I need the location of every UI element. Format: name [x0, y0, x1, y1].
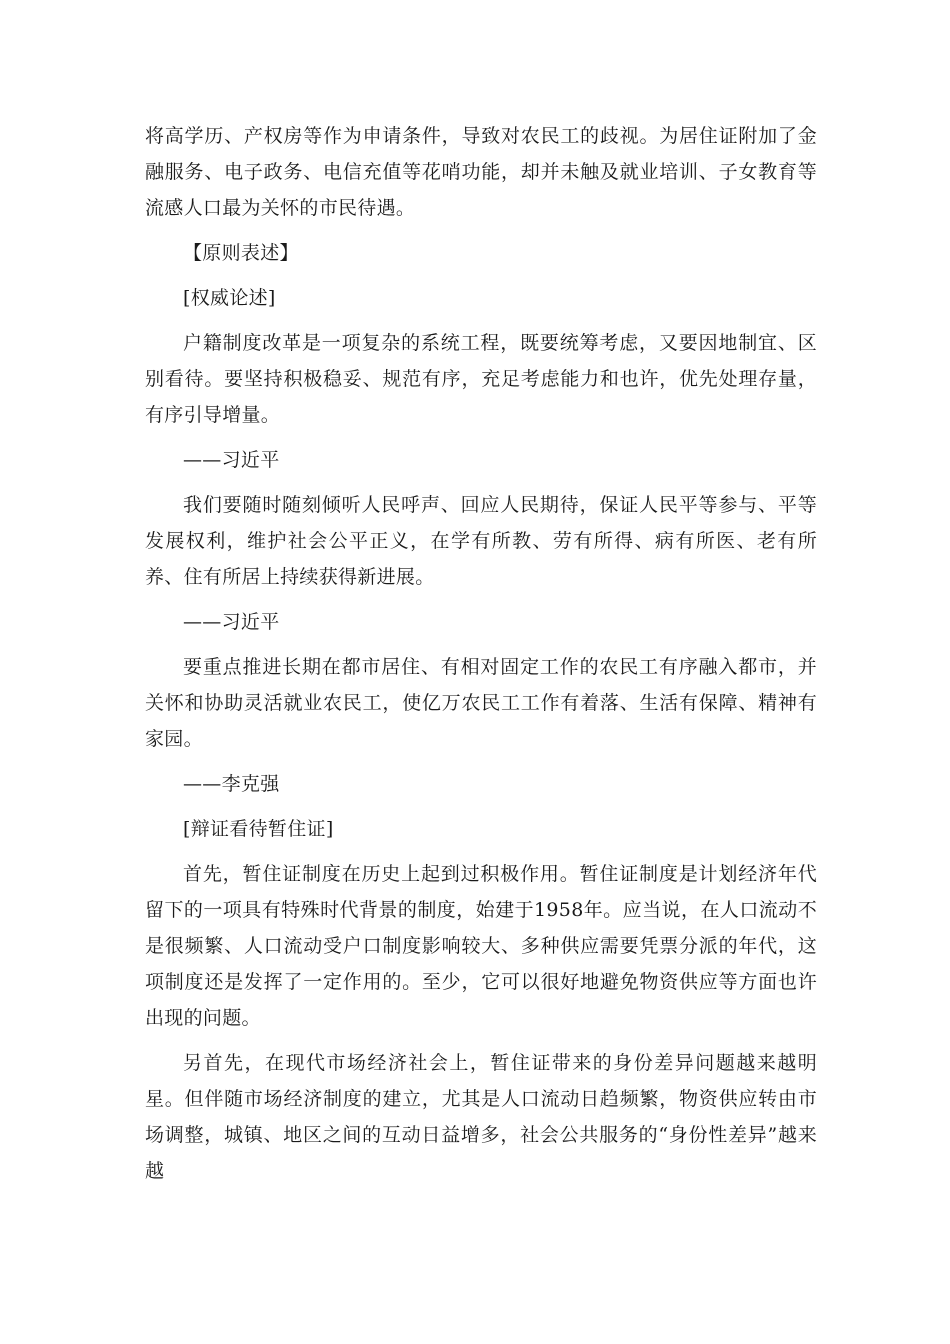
quote-paragraph: 我们要随时随刻倾听人民呼声、回应人民期待，保证人民平等参与、平等发展权利，维护社会公平正义，在学有所教、劳有所得、病有所医、老有所养、住有所居上持续获得新进展。 [145, 494, 817, 588]
body-paragraph: 另首先，在现代市场经济社会上，暂住证带来的身份差异问题越来越明星。但伴随市场经济制度的建立，尤其是人口流动日趋频繁，物资供应转由市场调整，城镇、地区之间的互动日益增多，社会公共服务的“身份性差异”越来越 [145, 1052, 817, 1182]
quote-attribution: ——李克强 [183, 773, 280, 795]
quote-paragraph: 要重点推进长期在都市居住、有相对固定工作的农民工有序融入都市，并关怀和协助灵活就业农民工，使亿万农民工工作有着落、生活有保障、精神有家园。 [145, 656, 817, 750]
quote-paragraph: 户籍制度改革是一项复杂的系统工程，既要统筹考虑，又要因地制宜、区别看待。要坚持积极稳妥、规范有序，充足考虑能力和也许，优先处理存量，有序引导增量。 [145, 332, 817, 426]
body-paragraph: 首先，暂住证制度在历史上起到过积极作用。暂住证制度是计划经济年代留下的一项具有特殊时代背景的制度，始建于1958年。应当说，在人口流动不是很频繁、人口流动受户口制度影响较大、多种供应需要凭票分派的年代，这项制度还是发挥了一定作用的。至少，它可以很好地避免物资供应等方面也许出现的问题。 [145, 863, 817, 1029]
quote-attribution: ——习近平 [183, 611, 280, 633]
section-heading: 【原则表述】 [183, 242, 299, 264]
paragraph-continuation: 将高学历、产权房等作为申请条件，导致对农民工的歧视。为居住证附加了金融服务、电子政务、电信充值等花哨功能，却并未触及就业培训、子女教育等流感人口最为关怀的市民待遇。 [145, 125, 817, 219]
quote-attribution: ——习近平 [183, 449, 280, 471]
subsection-heading: [辩证看待暂住证] [183, 818, 334, 840]
subsection-heading: [权威论述] [183, 287, 276, 309]
document-body [145, 118, 817, 1198]
